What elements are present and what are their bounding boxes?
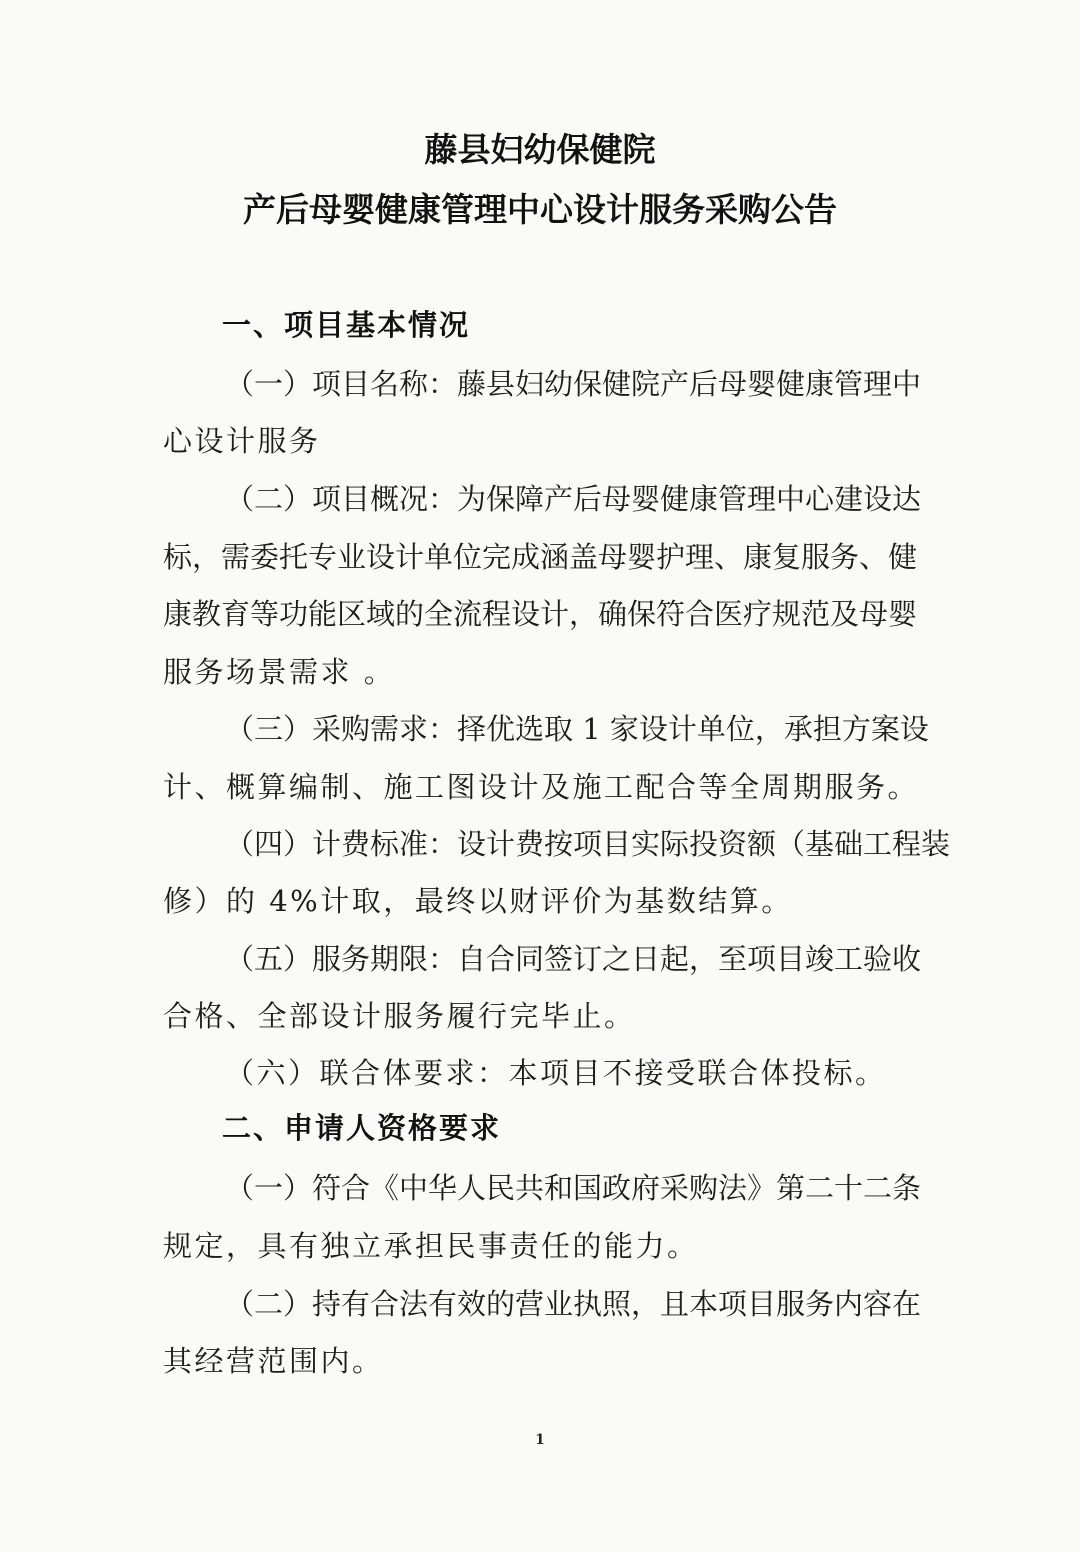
document-title-line2: 产后母婴健康管理中心设计服务采购公告	[243, 190, 837, 229]
section2-heading: 二、申请人资格要求	[222, 1111, 502, 1145]
section1-item1-line1: （一）项目名称：藤县妇幼保健院产后母婴健康管理中	[225, 367, 922, 401]
document-title-line1: 藤县妇幼保健院	[424, 130, 656, 169]
section1-item4-line2: 修）的 4%计取，最终以财评价为基数结算。	[163, 884, 793, 918]
section1-item5-line2: 合格、全部设计服务履行完毕止。	[163, 999, 636, 1033]
section1-item2-line1: （二）项目概况：为保障产后母婴健康管理中心建设达	[225, 482, 922, 516]
section1-item5-line1: （五）服务期限：自合同签订之日起，至项目竣工验收	[225, 942, 922, 976]
section1-item2-line3: 康教育等功能区域的全流程设计，确保符合医疗规范及母婴	[163, 597, 918, 631]
section1-heading: 一、项目基本情况	[222, 308, 471, 342]
section2-item2-line1: （二）持有合法有效的营业执照，且本项目服务内容在	[225, 1287, 922, 1321]
section1-item1-line2: 心设计服务	[163, 424, 321, 458]
section1-item3-line2: 计、概算编制、施工图设计及施工配合等全周期服务。	[163, 770, 920, 804]
section1-item2-line2: 标，需委托专业设计单位完成涵盖母婴护理、康复服务、健	[163, 540, 918, 574]
section1-item6-line1: （六）联合体要求：本项目不接受联合体投标。	[225, 1056, 887, 1090]
section1-item2-line4: 服务场景需求 。	[163, 655, 396, 689]
section1-item4-line1: （四）计费标准：设计费按项目实际投资额（基础工程装	[225, 827, 951, 861]
section1-item3-line1: （三）采购需求：择优选取 1 家设计单位，承担方案设	[225, 712, 929, 746]
section2-item1-line2: 规定，具有独立承担民事责任的能力。	[163, 1229, 699, 1263]
section2-item1-line1: （一）符合《中华人民共和国政府采购法》第二十二条	[225, 1171, 922, 1205]
page-number: 1	[535, 1432, 545, 1448]
section2-item2-line2: 其经营范围内。	[163, 1344, 384, 1378]
